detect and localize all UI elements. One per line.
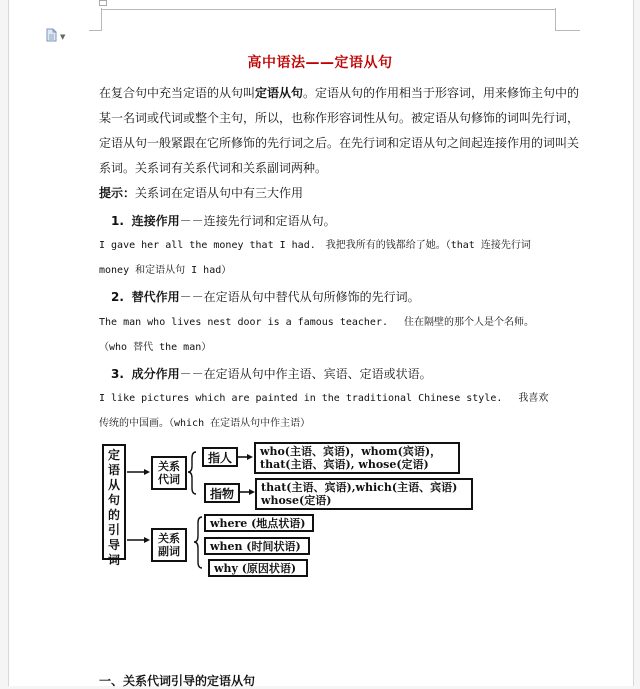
diagram-why-box: why (原因状语) [208,559,308,577]
tip-text: 关系词在定语从句中有三大作用 [135,186,304,200]
diagram-thing-box: 指物 [204,483,240,503]
page-title: 高中语法——定语从句 [247,55,393,71]
diagram-person-words-box: who(主语、宾语)，whom(宾语)， that(主语、宾语), whose(定语) [254,442,460,474]
item-example-1: I gave her all the money that I had. 我把我所有的钱都给了她。（that 连接先行词 money 和定语从句 I had） [99,240,531,276]
tip-label: 提示： [99,186,136,200]
item-example-2: The man who lives nest door is a famous teacher. 住在隔壁的那个人是个名师。 （who 替代 the man） [99,317,535,353]
item-example-3: I like pictures which are painted in the traditional Chinese style. 我喜欢 传统的中国画。（which 在定语从句中作主语） [99,393,549,429]
document-icon[interactable] [46,28,57,42]
intro-line-1: 在复合句中充当定语的从句叫定语从句。定语从句的作用相当于形容词，用来修饰主句中的 [99,86,580,100]
item-heading-3: 3. 成分作用－－在定语从句中作主语、宾语、定语或状语。 [111,367,432,381]
intro-line-4: 系词。关系词有关系代词和关系副词两种。 [99,161,328,175]
margin-corner-right [555,8,580,31]
top-margin-line [101,9,555,10]
section-heading: 一、关系代词引导的定语从句 [99,674,256,688]
item-heading-1: 1. 连接作用－－连接先行词和定语从句。 [111,214,336,228]
chevron-down-icon[interactable]: ▼ [60,33,66,41]
intro-paragraph [99,81,580,181]
diagram-adverb-box: 关系 副词 [151,528,187,562]
margin-corner-left [89,8,102,31]
intro-line-2: 某一名词或代词或整个主句，所以，也称作形容词性从句。被定语从句修饰的词叫先行词， [99,111,580,125]
diagram-pronoun-box: 关系 代词 [151,456,187,490]
ruler-handle[interactable] [99,0,107,6]
diagram-person-box: 指人 [202,447,238,467]
diagram-where-box: where (地点状语) [204,514,314,532]
diagram-thing-words-box: that(主语、宾语),which(主语、宾语) whose(定语) [255,478,473,510]
intro-line-3: 定语从句一般紧跟在它所修饰的先行词之后。在先行词和定语从句之间起连接作用的词叫关 [99,136,580,150]
tip-line [99,184,303,201]
diagram-when-box: when (时间状语) [204,537,310,555]
diagram-root-box: 定 语 从 句 的 引 导 词 [102,444,126,560]
item-heading-2: 2. 替代作用－－在定语从句中替代从句所修饰的先行词。 [111,290,420,304]
